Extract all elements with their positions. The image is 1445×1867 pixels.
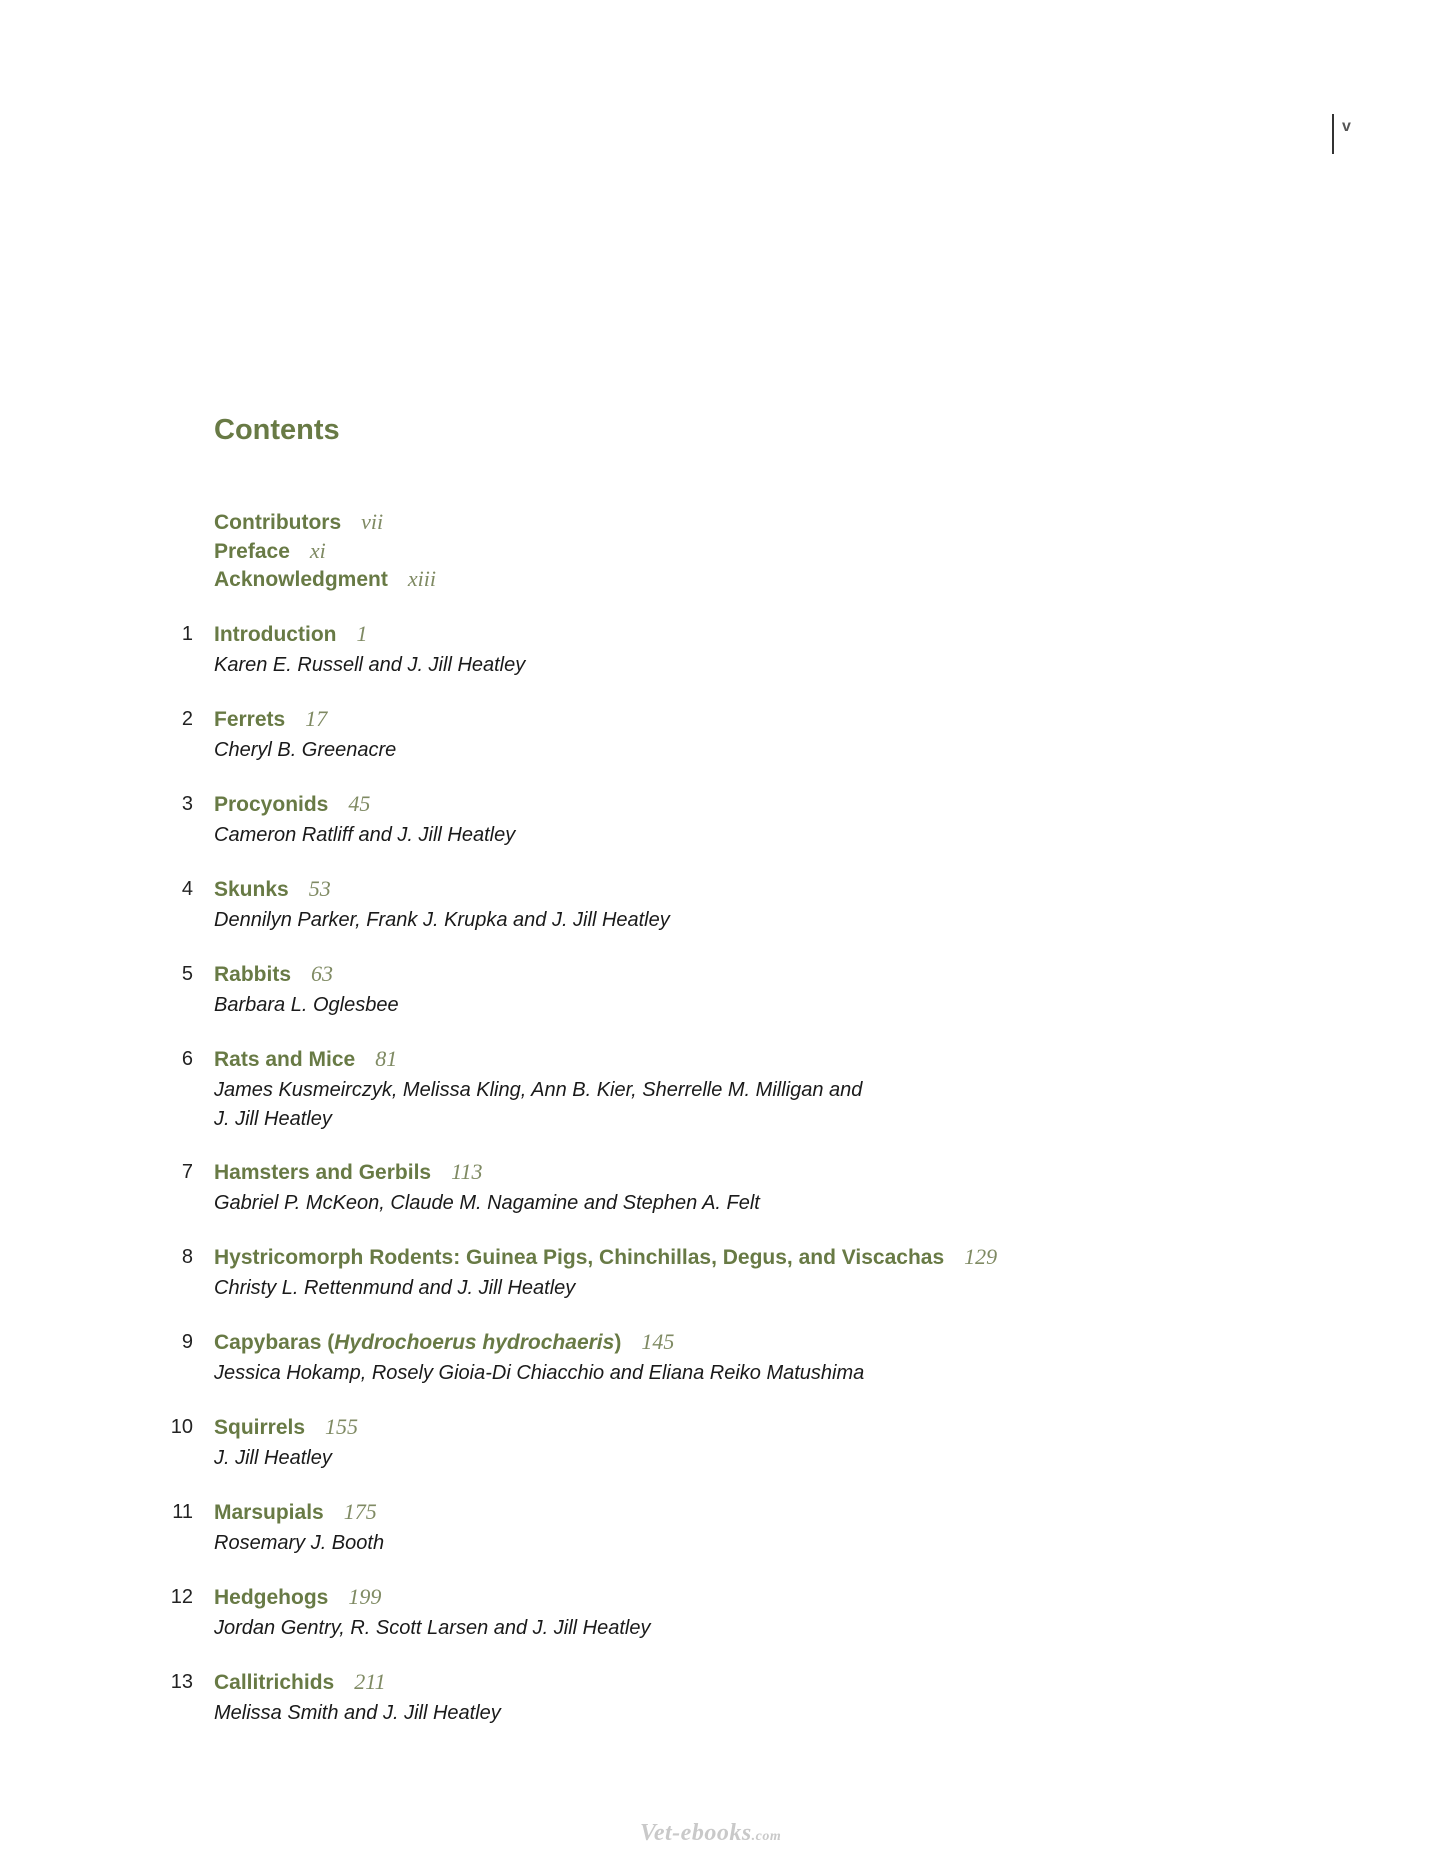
chapter-title: Rats and Mice	[214, 1048, 356, 1071]
chapter-title-species: Hydrochoerus hydrochaeris	[334, 1331, 615, 1354]
chapter-entry-7	[0, 1158, 1445, 1243]
chapter-title: Ferrets	[214, 708, 286, 731]
chapter-title-link[interactable]	[214, 705, 1214, 736]
chapter-entry-1	[0, 620, 1445, 705]
chapter-page: 129	[964, 1244, 998, 1269]
chapter-number: 10	[170, 1416, 193, 1438]
front-matter-item-contributors[interactable]	[214, 508, 436, 537]
chapter-authors: Barbara L. Oglesbee	[214, 994, 399, 1016]
watermark-logo	[640, 1820, 781, 1847]
front-matter-title: Acknowledgment	[214, 568, 388, 591]
chapter-entry-4	[0, 875, 1445, 960]
chapter-entry-12	[0, 1583, 1445, 1668]
chapter-title: Hedgehogs	[214, 1586, 329, 1609]
chapter-title-link[interactable]	[214, 790, 1214, 821]
chapter-number: 13	[170, 1671, 193, 1693]
chapter-page: 1	[356, 621, 368, 646]
chapter-page: 155	[325, 1414, 359, 1439]
page-marker-rule	[1332, 114, 1334, 154]
chapter-entry-10	[0, 1413, 1445, 1498]
chapter-number: 3	[181, 793, 193, 815]
chapter-authors: Christy L. Rettenmund and J. Jill Heatley	[214, 1277, 576, 1299]
chapter-authors: Melissa Smith and J. Jill Heatley	[214, 1702, 501, 1724]
chapter-entry-2	[0, 705, 1445, 790]
chapter-title-suffix: )	[614, 1331, 622, 1354]
chapter-authors: Rosemary J. Booth	[214, 1532, 385, 1554]
chapter-authors-line: J. Jill Heatley	[214, 1107, 332, 1130]
chapter-title-prefix: Capybaras (	[214, 1331, 335, 1354]
chapter-page: 199	[348, 1584, 382, 1609]
chapter-title	[214, 1331, 621, 1354]
chapter-page: 45	[348, 791, 371, 816]
chapter-title: Procyonids	[214, 793, 329, 816]
chapter-title: Introduction	[214, 623, 337, 646]
chapter-entry-5	[0, 960, 1445, 1045]
chapter-title-link[interactable]	[214, 1243, 1214, 1274]
chapter-authors: Jordan Gentry, R. Scott Larsen and J. Jill Heatley	[214, 1617, 651, 1639]
chapter-number: 9	[181, 1331, 193, 1353]
chapter-title-link[interactable]	[214, 1158, 1214, 1189]
chapter-title: Hystricomorph Rodents: Guinea Pigs, Chinchillas, Degus, and Viscachas	[214, 1246, 945, 1269]
chapter-page: 53	[308, 876, 331, 901]
chapter-number: 1	[181, 623, 193, 645]
chapter-number: 7	[181, 1161, 193, 1183]
watermark-suffix: .com	[751, 1829, 782, 1844]
chapter-title-link[interactable]	[214, 960, 1214, 991]
chapter-authors: Karen E. Russell and J. Jill Heatley	[214, 654, 526, 676]
chapter-page: 63	[311, 961, 334, 986]
chapter-title-link[interactable]	[214, 620, 1214, 651]
front-matter-item-preface[interactable]	[214, 537, 436, 566]
chapter-authors: Jessica Hokamp, Rosely Gioia-Di Chiacchio and Eliana Reiko Matushima	[214, 1362, 865, 1384]
chapter-entry-11	[0, 1498, 1445, 1583]
chapter-title-link[interactable]	[214, 1668, 1214, 1699]
chapter-authors: Dennilyn Parker, Frank J. Krupka and J. Jill Heatley	[214, 909, 670, 931]
chapter-title: Hamsters and Gerbils	[214, 1161, 432, 1184]
chapter-list	[0, 620, 1445, 1753]
chapter-authors: Cameron Ratliff and J. Jill Heatley	[214, 824, 516, 846]
chapter-page: 113	[451, 1159, 483, 1184]
chapter-entry-3	[0, 790, 1445, 875]
chapter-number: 5	[181, 963, 193, 985]
chapter-page: 145	[641, 1329, 675, 1354]
chapter-title-link[interactable]	[214, 1583, 1214, 1614]
chapter-authors-line: James Kusmeirczyk, Melissa Kling, Ann B. Kier, Sherrelle M. Milligan and	[214, 1079, 863, 1101]
chapter-page: 81	[375, 1046, 398, 1071]
chapter-title: Marsupials	[214, 1501, 324, 1524]
front-matter-list	[214, 508, 436, 594]
chapter-authors: Cheryl B. Greenacre	[214, 739, 397, 761]
chapter-page: 175	[343, 1499, 377, 1524]
chapter-entry-6	[0, 1045, 1445, 1158]
chapter-authors: Gabriel P. McKeon, Claude M. Nagamine and Stephen A. Felt	[214, 1192, 760, 1214]
chapter-title-link[interactable]	[214, 1045, 1214, 1076]
chapter-title-link[interactable]	[214, 875, 1214, 906]
chapter-authors: J. Jill Heatley	[214, 1447, 332, 1469]
chapter-number: 6	[181, 1048, 193, 1070]
chapter-number: 2	[181, 708, 193, 730]
chapter-page: 211	[354, 1669, 386, 1694]
chapter-title-link[interactable]	[214, 1413, 1214, 1444]
front-matter-title: Contributors	[214, 511, 342, 534]
front-matter-page: xi	[309, 537, 326, 563]
contents-heading: Contents	[214, 414, 340, 446]
chapter-title-link[interactable]	[214, 1328, 1214, 1359]
chapter-title: Callitrichids	[214, 1671, 335, 1694]
chapter-number: 12	[170, 1586, 193, 1608]
front-matter-page: xiii	[407, 566, 436, 591]
chapter-number: 11	[172, 1501, 193, 1523]
watermark-text: Vet-ebooks	[640, 1820, 752, 1846]
front-matter-page: vii	[361, 509, 384, 534]
front-matter-title: Preface	[214, 539, 290, 563]
page-number: v	[1342, 118, 1351, 135]
chapter-number: 8	[181, 1246, 193, 1268]
chapter-entry-9	[0, 1328, 1445, 1413]
chapter-number: 4	[181, 878, 193, 900]
chapter-title: Squirrels	[214, 1416, 306, 1439]
chapter-entry-13	[0, 1668, 1445, 1753]
chapter-page: 17	[305, 706, 328, 731]
chapter-title: Skunks	[214, 878, 289, 901]
chapter-title: Rabbits	[214, 963, 292, 986]
chapter-authors	[214, 1076, 894, 1133]
front-matter-item-acknowledgment[interactable]	[214, 565, 436, 594]
chapter-title-link[interactable]	[214, 1498, 1214, 1529]
chapter-entry-8	[0, 1243, 1445, 1328]
